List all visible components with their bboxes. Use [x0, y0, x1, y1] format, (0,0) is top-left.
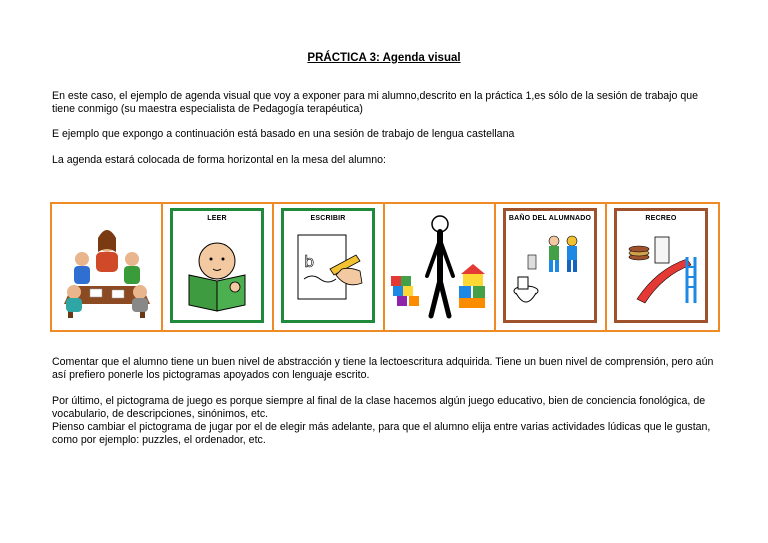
- writing-hand-icon: [284, 211, 372, 320]
- paragraph-intro: En este caso, el ejemplo de agenda visual que voy a exponer para mi alumno,descrito en la práctica 1,es sólo de la sesión de trabajo que tiene conmigo (su maestra especialista de Pedagogía terapéutica): [52, 90, 699, 115]
- escribir-label: ESCRIBIR: [310, 215, 346, 222]
- game-icon: [385, 204, 494, 330]
- reading-child-icon: [173, 211, 261, 320]
- pictogram-leer: [163, 204, 274, 330]
- paragraph-comment: Comentar que el alumno tiene un buen nivel de abstracción y tiene la lectoescritura adquirida. Tiene un buen nivel de comprensión, pero aún así prefiero ponerle los pictogramas apoyados con lenguaje escrito.: [52, 356, 714, 381]
- playground-snack-icon: [617, 211, 705, 320]
- page-title: PRÁCTICA 3: Agenda visual: [307, 52, 461, 64]
- leer-label: LEER: [207, 215, 227, 222]
- pictogram-escribir: [274, 204, 385, 330]
- bathroom-icon: [506, 211, 594, 320]
- paragraph-change: Pienso cambiar el pictograma de jugar por el de elegir más adelante, para que el alumno elija entre varias actividades lúdicas que le gustan, como por ejemplo: puzzles, el ordenador, etc.: [52, 421, 711, 446]
- pictogram-recreo: [607, 204, 718, 330]
- paragraph-example: E ejemplo que expongo a continuación está basado en una sesión de trabajo de lengua castellana: [52, 128, 515, 140]
- pictogram-work-session: [52, 204, 163, 330]
- visual-agenda-strip: [50, 202, 720, 332]
- paragraph-game: Por último, el pictograma de juego es porque siempre al final de la clase hacemos algún juego educativo, bien de conciencia fonológica, de vocabulario, de descripciones, sinónimos, etc.: [52, 395, 706, 420]
- paragraph-placement: La agenda estará colocada de forma horizontal en la mesa del alumno:: [52, 154, 386, 166]
- svg-text:b: b: [304, 252, 315, 271]
- pictogram-juego: [385, 204, 496, 330]
- bano-label: BAÑO DEL ALUMNADO: [508, 215, 592, 222]
- recreo-label: RECREO: [645, 215, 677, 222]
- group-table-icon: [52, 204, 161, 330]
- pictogram-bano: [496, 204, 607, 330]
